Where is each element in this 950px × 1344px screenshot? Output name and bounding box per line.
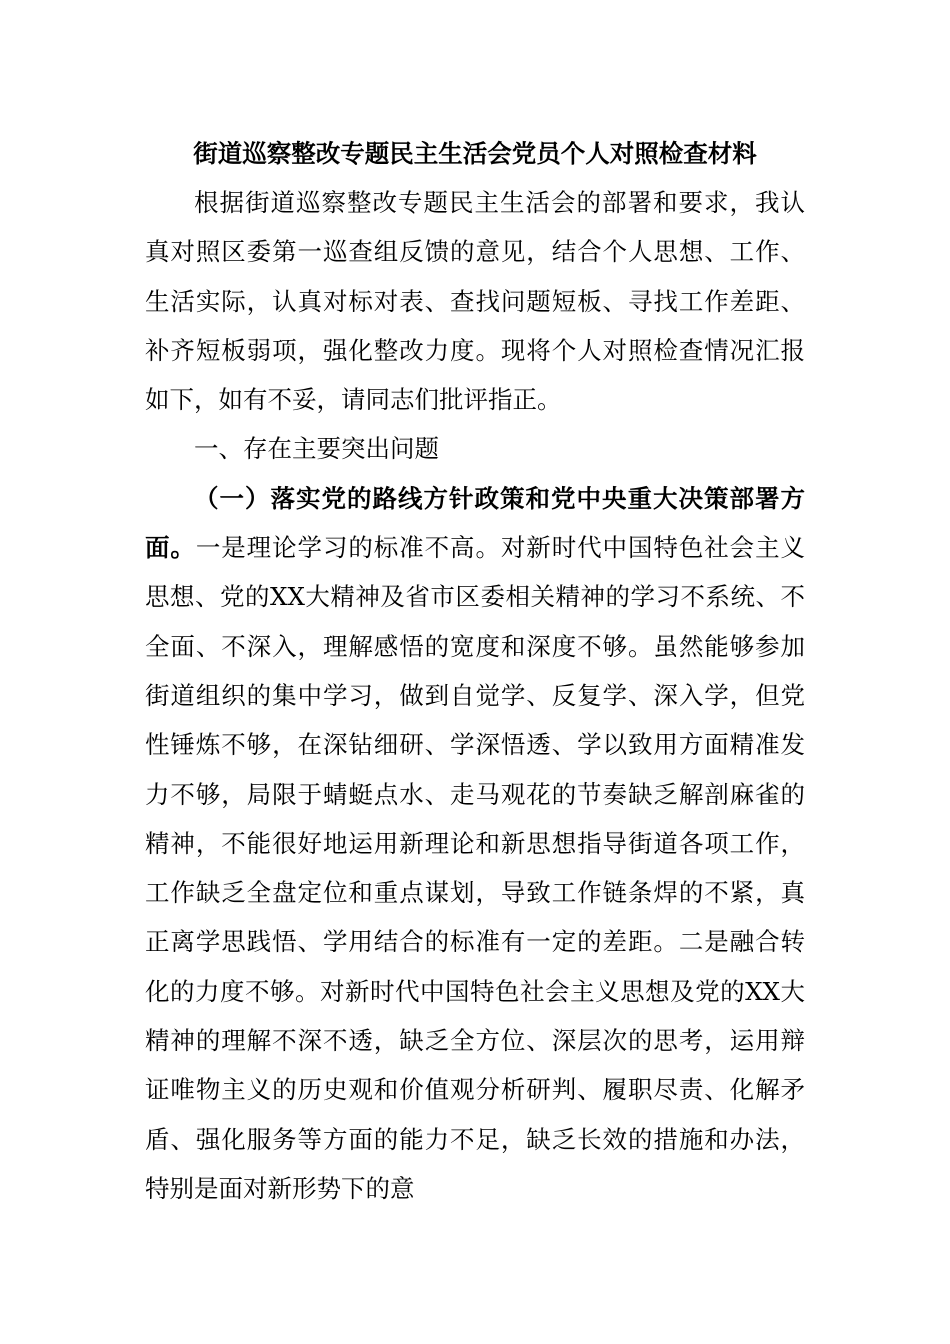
subsection-heading: （一）落实党的路线方针政策和党中央重大决策部署方面。 <box>145 483 805 563</box>
subsection-paragraph <box>145 474 805 1213</box>
intro-paragraph: 根据街道巡察整改专题民主生活会的部署和要求，我认真对照区委第一巡查组反馈的意见，结合个人思想、工作、生活实际，认真对标对表、查找问题短板、寻找工作差距、补齐短板弱项，强化整改力度。现将个人对照检查情况汇报如下，如有不妥，请同志们批评指正。 <box>145 188 805 415</box>
document-body <box>145 178 805 1213</box>
document-title: 街道巡察整改专题民主生活会党员个人对照检查材料 <box>193 139 757 168</box>
subsection-body-text: 一是理论学习的标准不高。对新时代中国特色社会主义思想、党的XX大精神及省市区委相关精神的学习不系统、不全面、不深入，理解感悟的宽度和深度不够。虽然能够参加街道组织的集中学习，做到自觉学、反复学、深入学，但党性锤炼不够，在深钻细研、学深悟透、学以致用方面精准发力不够，局限于蜻蜓点水、走马观花的节奏缺乏解剖麻雀的精神，不能很好地运用新理论和新思想指导街道各项工作，工作缺乏全盘定位和重点谋划，导致工作链条焊的不紧，真正离学思践悟、学用结合的标准有一定的差距。二是融合转化的力度不够。对新时代中国特色社会主义思想及党的XX大精神的理解不深不透，缺乏全方位、深层次的思考，运用辩证唯物主义的历史观和价值观分析研判、履职尽责、化解矛盾、强化服务等方面的能力不足，缺乏长效的措施和办法，特别是面对新形势下的意 <box>145 533 806 1203</box>
section-heading-problems: 一、存在主要突出问题 <box>194 434 439 464</box>
